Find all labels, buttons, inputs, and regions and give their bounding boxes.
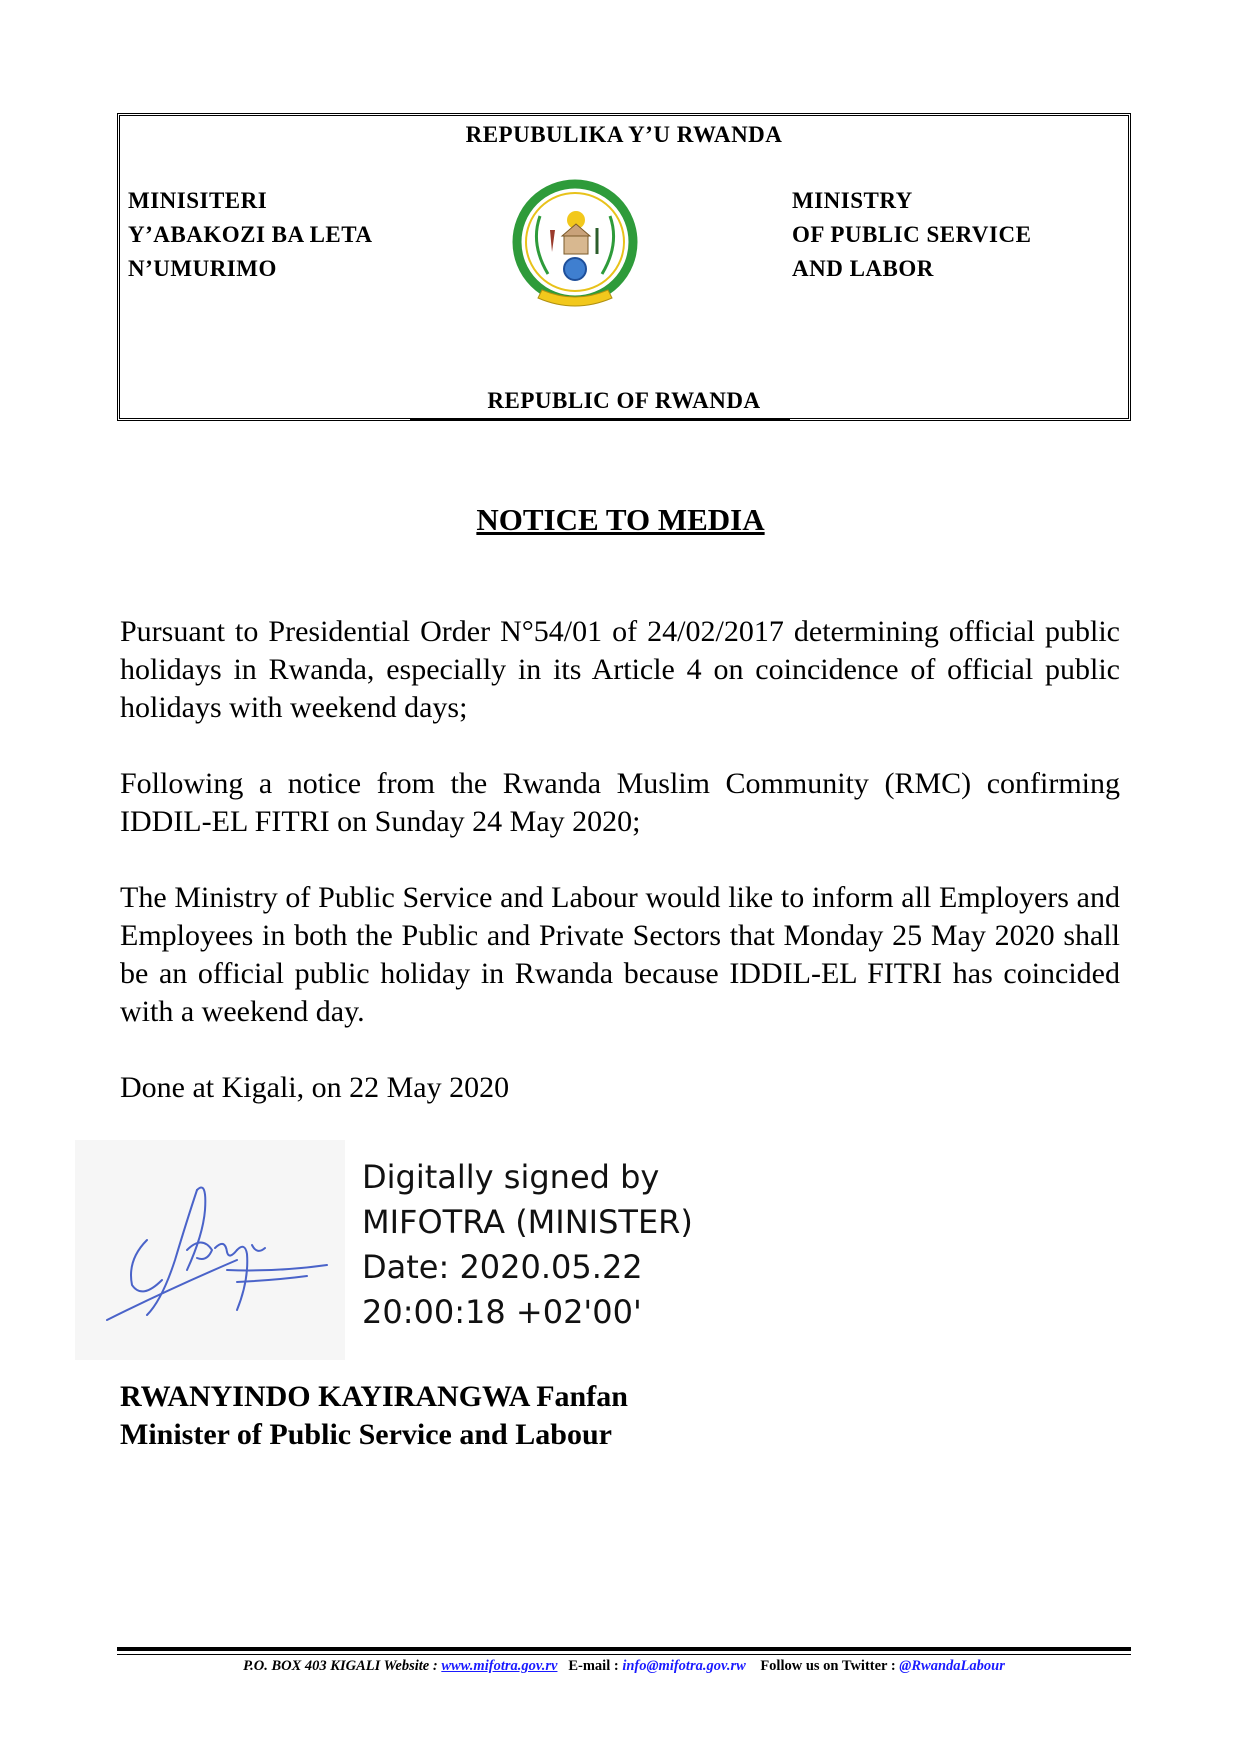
footer-twitter-label: Follow us on Twitter : [760,1658,900,1674]
digital-signature-line: Digitally signed by [362,1158,660,1196]
letterhead-english-title: REPUBLIC OF RWANDA [487,388,761,413]
rwanda-coat-of-arms-icon [500,174,650,324]
letterhead-left-line: Y’ABAKOZI BA LETA [128,222,373,247]
paragraph-holiday-announcement: The Ministry of Public Service and Labour would like to inform all Employers and Employees in both the Public and Private Sectors that Monday 25 May 2020 shall be an official public holiday in Rwanda because IDDIL-EL FITRI has coincided with a weekend day. [120,881,1120,1028]
letterhead-right-block [792,184,1031,286]
letterhead-right-line: MINISTRY [792,188,913,213]
letterhead-kinyarwanda-title: REPUBULIKA Y’U RWANDA [465,122,783,147]
footer-email-label: E-mail : [568,1658,623,1674]
footer-website-link[interactable]: www.mifotra.gov.rv [441,1658,558,1674]
digital-signature-line: 20:00:18 +02'00' [362,1293,642,1331]
letterhead-left-line: MINISITERI [128,188,268,213]
footer [117,1658,1131,1675]
digital-signature-line: MIFOTRA (MINISTER) [362,1203,693,1241]
paragraph-legal-basis: Pursuant to Presidential Order N°54/01 of 24/02/2017 determining official public holidays in Rwanda, especially in its Article 4 on coincidence of official public holidays with weekend days; [120,615,1120,724]
letterhead-right-line: AND LABOR [792,256,934,281]
paragraph-place-date: Done at Kigali, on 22 May 2020 [120,1071,510,1104]
letterhead-right-line: OF PUBLIC SERVICE [792,222,1032,247]
letterhead [117,113,1131,421]
letterhead-left-block [128,184,373,286]
footer-twitter-link[interactable]: @RwandaLabour [899,1658,1005,1674]
signatory-block [120,1378,628,1454]
handwritten-signature-icon [87,1150,357,1350]
footer-address: P.O. BOX 403 KIGALI Website : [243,1658,442,1674]
letterhead-bottom-rule [410,419,790,420]
footer-rule [117,1647,1131,1651]
footer-email-link[interactable]: info@mifotra.gov.rw [622,1658,746,1674]
letterhead-left-line: N’UMURIMO [128,256,277,281]
paragraph-rmc-notice: Following a notice from the Rwanda Muslim Community (RMC) confirming IDDIL-EL FITRI on Sunday 24 May 2020; [120,767,1120,838]
digital-signature-line: Date: 2020.05.22 [362,1248,643,1286]
notice-title: NOTICE TO MEDIA [476,502,765,537]
signatory-name: RWANYINDO KAYIRANGWA Fanfan [120,1380,628,1413]
digital-signature-stamp [362,1155,742,1335]
footer-rule-thin [117,1654,1131,1655]
signatory-role: Minister of Public Service and Labour [120,1418,612,1451]
